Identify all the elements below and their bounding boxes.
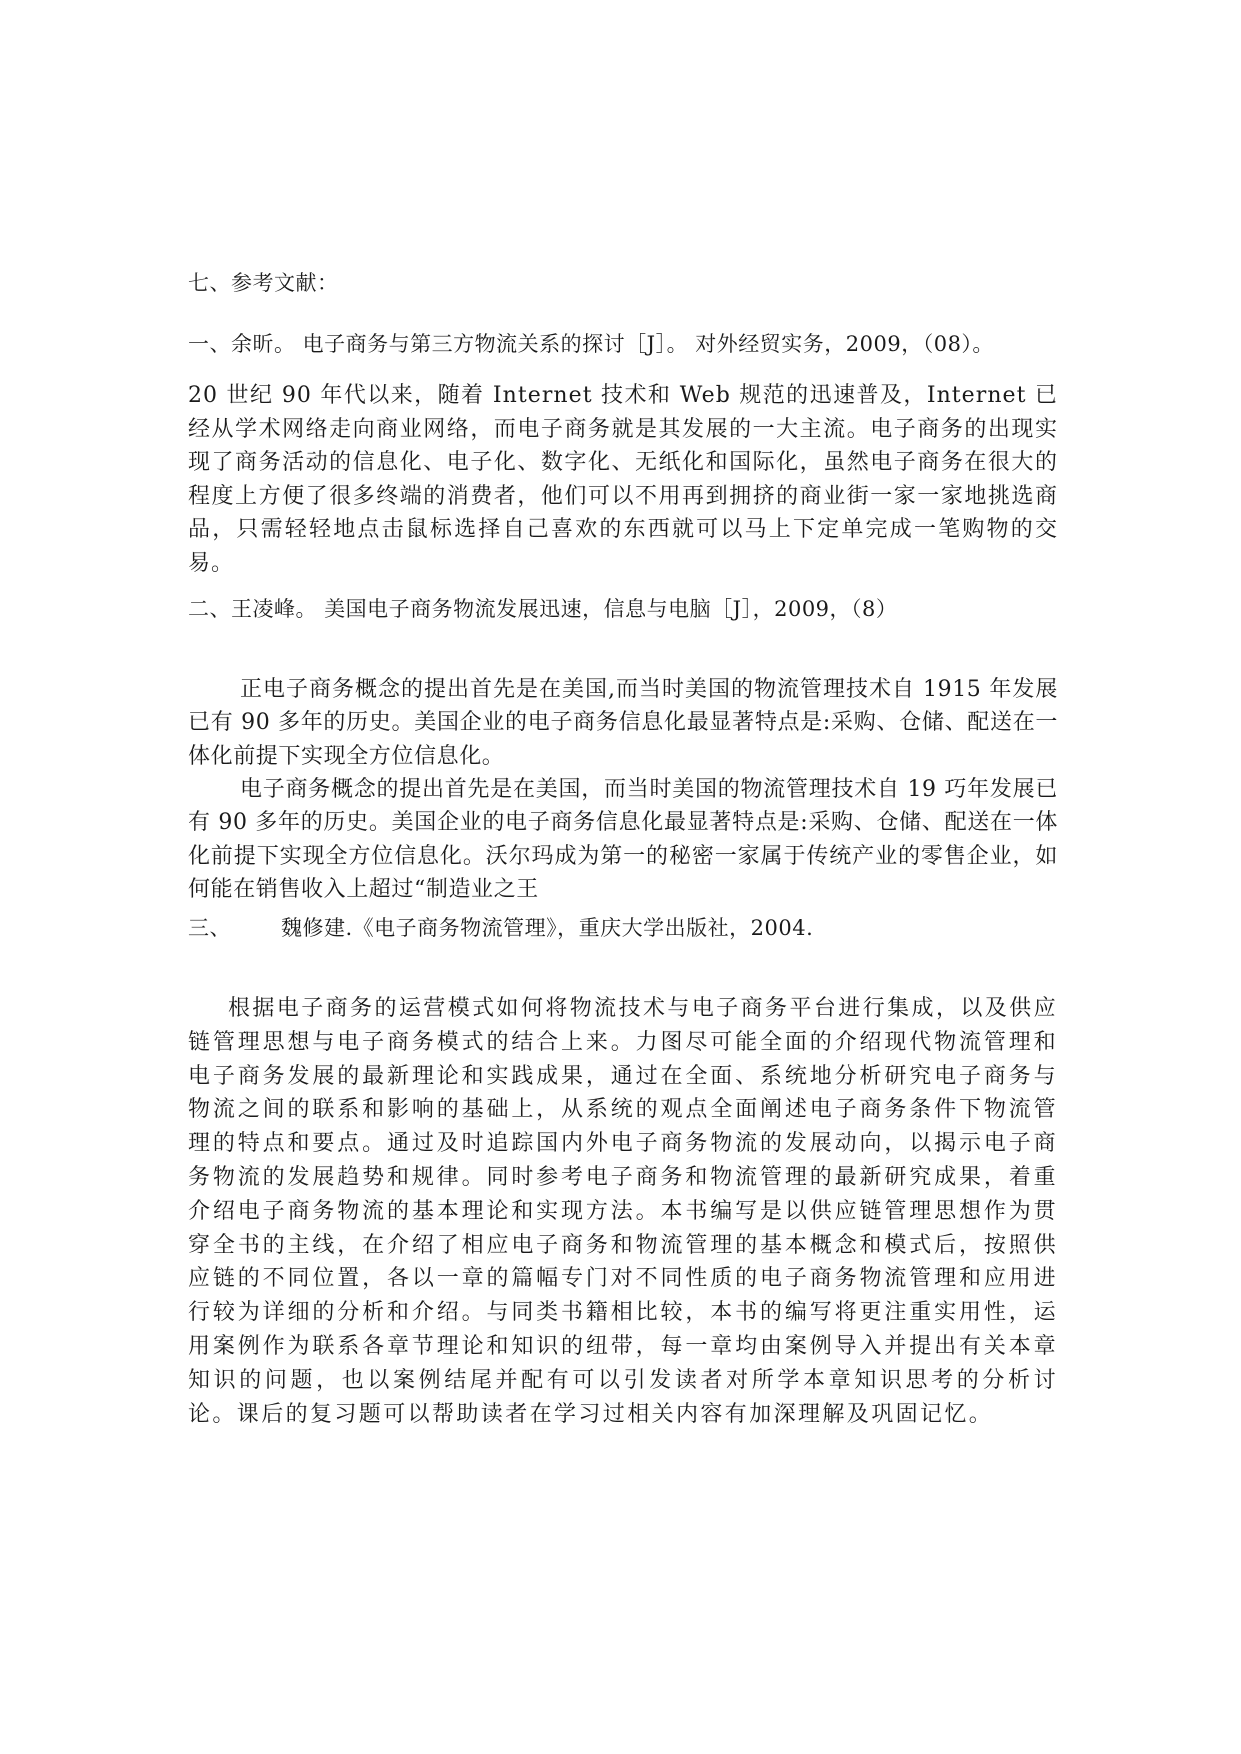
reference-1-citation: 一、余昕。 电子商务与第三方物流关系的探讨［J］。 对外经贸实务，2009，（08）。	[188, 332, 994, 356]
reference-1-paragraph: 20 世纪 90 年代以来，随着 Internet 技术和 Web 规范的迅速普及，Internet 已经从学术网络走向商业网络，而电子商务就是其发展的一大主流。电子商务的出现实现了商务活动的信息化、电子化、数字化、无纸化和国际化，虽然电子商务在很大的程度上方便了很多终端的消费者，他们可以不用再到拥挤的商业街一家一家地挑选商品，只需轻轻地点击鼠标选择自己喜欢的东西就可以马上下定单完成一笔购物的交易。	[188, 383, 1058, 576]
reference-3-paragraph: 根据电子商务的运营模式如何将物流技术与电子商务平台进行集成，以及供应链管理思想与电子商务模式的结合上来。力图尽可能全面的介绍现代物流管理和电子商务发展的最新理论和实践成果，通过在全面、系统地分析研究电子商务与物流之间的联系和影响的基础上，从系统的观点全面阐述电子商务条件下物流管理的特点和要点。通过及时追踪国内外电子商务物流的发展动向，以揭示电子商务物流的发展趋势和规律。同时参考电子商务和物流管理的最新研究成果，着重介绍电子商务物流的基本理论和实现方法。本书编写是以供应链管理思想作为贯穿全书的主线，在介绍了相应电子商务和物流管理的基本概念和模式后，按照供应链的不同位置，各以一章的篇幅专门对不同性质的电子商务物流管理和应用进行较为详细的分析和介绍。与同类书籍相比较，本书的编写将更注重实用性，运用案例作为联系各章节理论和知识的纽带，每一章均由案例导入并提出有关本章知识的问题，也以案例结尾并配有可以引发读者对所学本章知识思考的分析讨论。课后的复习题可以帮助读者在学习过相关内容有加深理解及巩固记忆。	[188, 996, 1058, 1427]
reference-3-citation-row	[188, 913, 1058, 943]
reference-3-number: 三、	[188, 916, 231, 940]
reference-2-paragraph-1: 正电子商务概念的提出首先是在美国,而当时美国的物流管理技术自 1915 年发展已有 90 多年的历史。美国企业的电子商务信息化最显著特点是:采购、仓储、配送在一体化前提下实现全方位信息化。	[188, 677, 1058, 769]
reference-2-paragraph-2: 电子商务概念的提出首先是在美国，而当时美国的物流管理技术自 19 巧年发展已有 90 多年的历史。美国企业的电子商务信息化最显著特点是:采购、仓储、配送在一体化前提下实现全方位信息化。沃尔玛成为第一的秘密一家属于传统产业的零售企业，如何能在销售收入上超过“制造业之王	[188, 777, 1058, 903]
reference-2-citation: 二、王凌峰。 美国电子商务物流发展迅速，信息与电脑［J］，2009，（8）	[188, 597, 898, 621]
section-title: 七、参考文献：	[188, 271, 339, 295]
reference-3-citation: 魏修建.《电子商务物流管理》，重庆大学出版社，2004.	[281, 916, 814, 940]
